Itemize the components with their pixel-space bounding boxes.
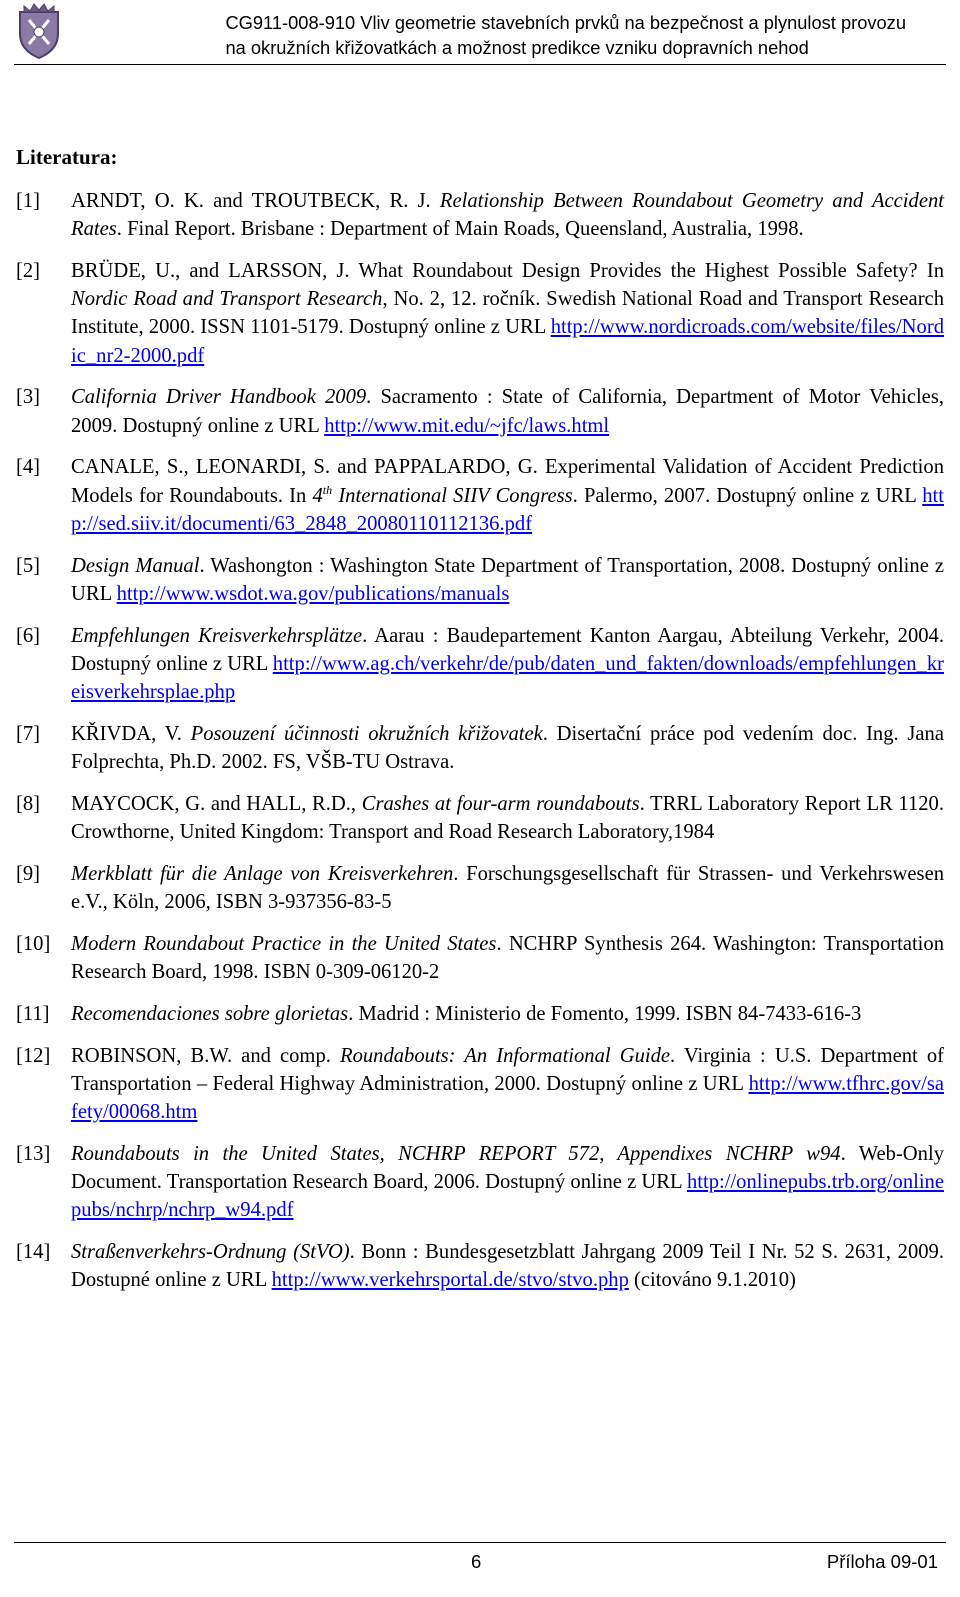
reference-item <box>16 1000 944 1028</box>
reference-number: [6] <box>16 624 41 647</box>
reference-item <box>16 1042 944 1127</box>
reference-text: Empfehlungen Kreisverkehrsplätze. Aarau : Baudepartement Kanton Aargau, Abteilung Verkehr, 2004. Dostupný online z URL http://www.ag.ch/verkehr/de/pub/daten_und_fakten/downloads/empfehlungen_kreisverkehrsplae.php <box>71 624 944 704</box>
reference-number: [10] <box>16 932 51 955</box>
reference-text: BRÜDE, U., and LARSSON, J. What Roundabout Design Provides the Highest Possible Safety? In Nordic Road and Transport Research, No. 2, 12. ročník. Swedish National Road and Transport Research Institute, 2000. ISSN 1101-5179. Dostupný online z URL http://www.nordicroads.com/website/files/Nordic_nr2-2000.pdf <box>71 260 944 367</box>
page-header <box>0 0 960 70</box>
footer-divider <box>14 1542 946 1543</box>
reference-item <box>16 453 944 538</box>
document-title <box>225 10 906 60</box>
reference-item <box>16 187 944 243</box>
reference-number: [5] <box>16 554 41 577</box>
page-footer <box>0 1542 960 1597</box>
university-crest-icon <box>14 2 64 60</box>
reference-link[interactable]: http://sed.siiv.it/documenti/63_2848_20080110112136.pdf <box>71 484 944 535</box>
reference-item <box>16 860 944 916</box>
reference-link[interactable]: http://www.mit.edu/~jfc/laws.html <box>324 414 610 437</box>
reference-number: [11] <box>16 1002 50 1025</box>
section-heading: Literatura: <box>16 145 118 169</box>
reference-text: Straßenverkehrs-Ordnung (StVO). Bonn : Bundesgesetzblatt Jahrgang 2009 Teil I Nr. 52 S. 2631, 2009. Dostupné online z URL http://www.verkehrsportal.de/stvo/stvo.php (citováno 9.1.2010) <box>71 1241 944 1292</box>
reference-number: [7] <box>16 722 41 745</box>
reference-item <box>16 1238 944 1294</box>
reference-item <box>16 790 944 846</box>
reference-link[interactable]: http://onlinepubs.trb.org/onlinepubs/nchrp/nchrp_w94.pdf <box>71 1171 944 1222</box>
reference-number: [13] <box>16 1142 51 1165</box>
title-line-1: CG911-008-910 Vliv geometrie stavebních prvků na bezpečnost a plynulost provozu <box>225 12 906 33</box>
reference-item <box>16 930 944 986</box>
reference-link[interactable]: http://www.nordicroads.com/website/files/Nordic_nr2-2000.pdf <box>71 316 944 367</box>
reference-number: [14] <box>16 1241 51 1264</box>
reference-link[interactable]: http://www.ag.ch/verkehr/de/pub/daten_und_fakten/downloads/empfehlungen_kreisverkehrsplae.php <box>71 652 944 704</box>
annex-label: Příloha 09-01 <box>826 1551 938 1572</box>
reference-text: California Driver Handbook 2009. Sacramento : State of California, Department of Motor Vehicles, 2009. Dostupný online z URL http://www.mit.edu/~jfc/laws.html <box>71 386 944 437</box>
reference-link[interactable]: http://www.wsdot.wa.gov/publications/manuals <box>116 582 510 605</box>
reference-number: [9] <box>16 862 41 885</box>
reference-item <box>16 720 944 776</box>
reference-text: MAYCOCK, G. and HALL, R.D., Crashes at four-arm roundabouts. TRRL Laboratory Report LR 1120. Crowthorne, United Kingdom: Transport and Road Research Laboratory,1984 <box>71 792 944 844</box>
reference-text: ARNDT, O. K. and TROUTBECK, R. J. Relationship Between Roundabout Geometry and Accident Rates. Final Report. Brisbane : Department of Main Roads, Queensland, Australia, 1998. <box>71 190 944 241</box>
reference-item <box>16 552 944 608</box>
reference-text: Design Manual. Washongton : Washington State Department of Transportation, 2008. Dostupný online z URL http://www.wsdot.wa.gov/publications/manuals <box>71 554 944 605</box>
reference-text: Roundabouts in the United States, NCHRP REPORT 572, Appendixes NCHRP w94. Web-Only Document. Transportation Research Board, 2006. Dostupný online z URL http://onlinepubs.trb.org/onlinepubs/nchrp/nchrp_w94.pdf <box>71 1142 944 1222</box>
reference-item <box>16 622 944 707</box>
reference-item <box>16 257 944 370</box>
reference-number: [2] <box>16 260 41 282</box>
reference-link[interactable]: http://www.verkehrsportal.de/stvo/stvo.php <box>271 1269 629 1292</box>
reference-text: Merkblatt für die Anlage von Kreisverkehren. Forschungsgesellschaft für Strassen- und Verkehrswesen e.V., Köln, 2006, ISBN 3-937356-83-5 <box>71 862 945 914</box>
reference-text: KŘIVDA, V. Posouzení účinnosti okružních křižovatek. Disertační práce pod vedením doc. Ing. Jana Folprechta, Ph.D. 2002. FS, VŠB-TU Ostrava. <box>71 722 944 774</box>
reference-number: [1] <box>16 190 41 212</box>
reference-text: Modern Roundabout Practice in the United States. NCHRP Synthesis 264. Washington: Transportation Research Board, 1998. ISBN 0-309-06120-2 <box>71 932 944 984</box>
reference-item <box>16 1140 944 1225</box>
reference-number: [4] <box>16 456 41 479</box>
reference-text: Recomendaciones sobre glorietas. Madrid : Ministerio de Fomento, 1999. ISBN 84-7433-616-3 <box>71 1002 862 1025</box>
reference-text: CANALE, S., LEONARDI, S. and PAPPALARDO, G. Experimental Validation of Accident Prediction Models for Roundabouts. In 4th International SIIV Congress. Palermo, 2007. Dostupný online z URL http://sed.siiv.it/documenti/63_2848_20080110112136.pdf <box>71 456 944 535</box>
header-divider <box>14 64 946 65</box>
reference-number: [12] <box>16 1044 51 1067</box>
reference-item <box>16 383 944 439</box>
page-number: 6 <box>471 1551 482 1572</box>
reference-link[interactable]: http://www.tfhrc.gov/safety/00068.htm <box>71 1072 944 1124</box>
reference-list <box>16 187 944 1308</box>
reference-text: ROBINSON, B.W. and comp. Roundabouts: An Informational Guide. Virginia : U.S. Department of Transportation – Federal Highway Administration, 2000. Dostupný online z URL http://www.tfhrc.gov/safety/00068.htm <box>71 1044 944 1124</box>
title-line-2: na okružních křižovatkách a možnost predikce vzniku dopravních nehod <box>225 37 809 58</box>
reference-number: [3] <box>16 386 41 409</box>
reference-number: [8] <box>16 792 41 815</box>
